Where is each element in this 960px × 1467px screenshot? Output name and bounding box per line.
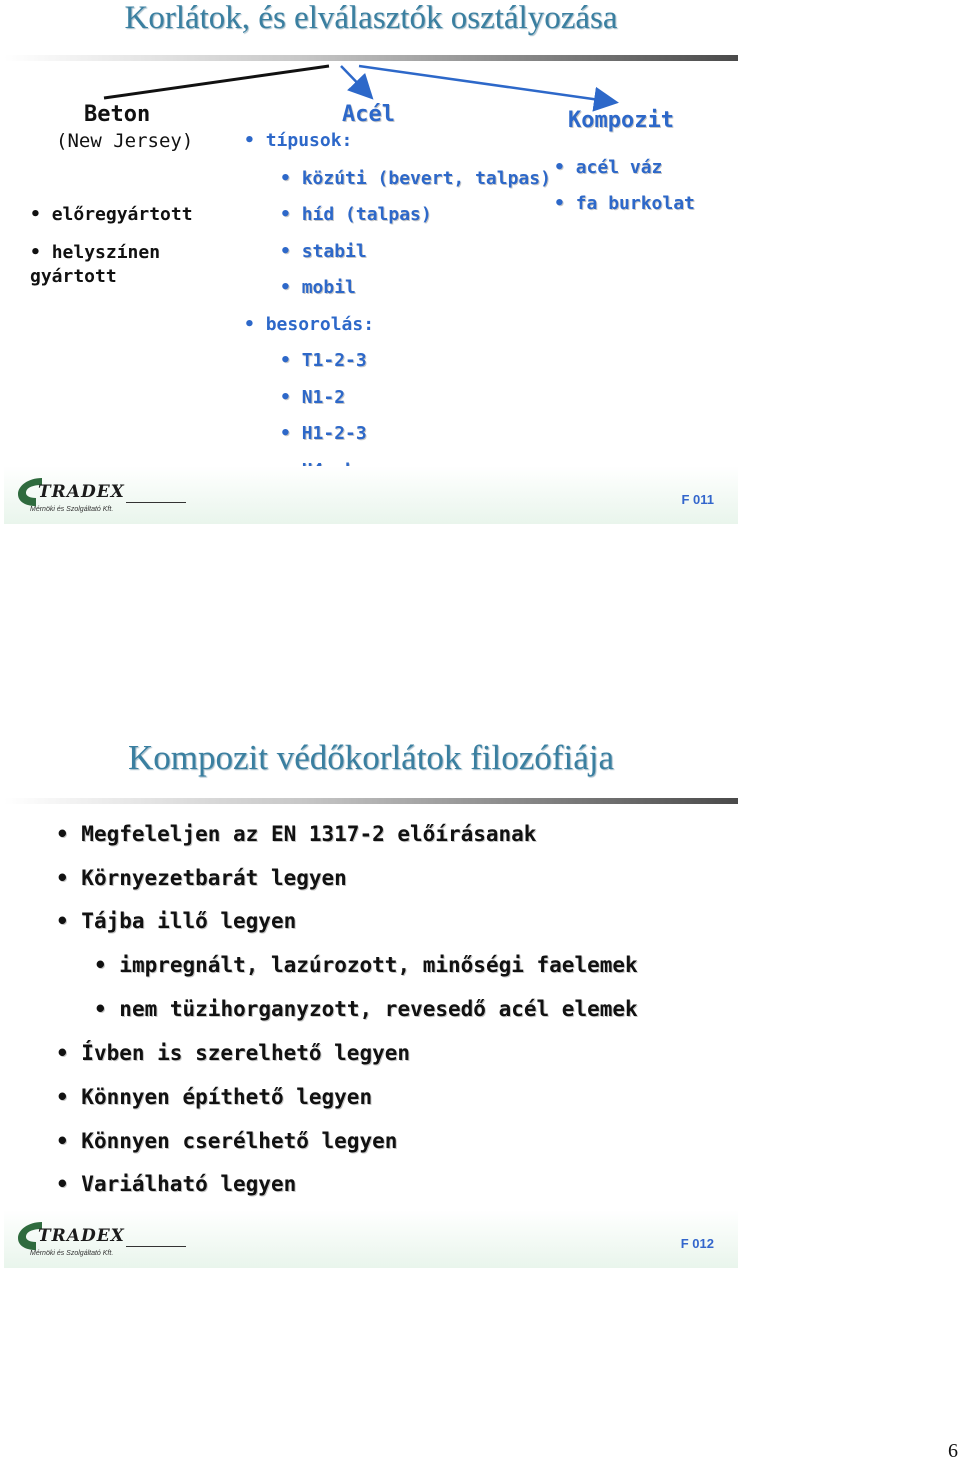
logo-subtitle: Mérnöki és Szolgáltató Kft.: [30, 1250, 114, 1257]
logo-underline: [126, 502, 186, 503]
requirement-curve: • Ívben is szerelhető legyen: [56, 1041, 410, 1065]
acel-types-label: • típusok:: [244, 130, 352, 151]
slide-code: F 011: [681, 492, 714, 507]
logo-wordmark: TRADEX: [38, 1226, 125, 1246]
acel-class-h: • H1-2-3: [280, 423, 367, 444]
sub-requirement-wood: • impregnált, lazúrozott, minőségi faelemek: [94, 953, 638, 977]
arrow-to-beton: [104, 66, 329, 98]
requirement-standard: • Megfeleljen az EN 1317-2 előírásanak: [56, 822, 536, 846]
title-divider: [4, 798, 738, 804]
kompozit-item-wood: • fa burkolat: [554, 193, 695, 214]
arrow-to-acel: [341, 66, 370, 96]
arrow-to-kompozit: [359, 66, 614, 102]
page-number: 6: [948, 1440, 958, 1462]
tradex-logo: [16, 476, 186, 518]
acel-type-kozuti: • közúti (bevert, talpas): [280, 168, 551, 189]
requirement-landscape: • Tájba illő legyen: [56, 909, 296, 933]
slide-footer: [4, 1210, 738, 1268]
acel-class-label: • besorolás:: [244, 314, 374, 335]
slide-1: [4, 0, 738, 524]
acel-type-mobil: • mobil: [280, 277, 356, 298]
sub-requirement-steel: • nem tüzihorganyzott, revesedő acél elemek: [94, 997, 638, 1021]
requirement-replace: • Könnyen cserélhető legyen: [56, 1129, 397, 1153]
logo-underline: [126, 1246, 186, 1247]
slide-code: F 012: [680, 1236, 714, 1251]
logo-wordmark: TRADEX: [38, 482, 125, 502]
requirement-variable: • Variálható legyen: [56, 1172, 296, 1196]
kompozit-heading: Kompozit: [568, 108, 674, 133]
acel-class-t: • T1-2-3: [280, 350, 367, 371]
logo-subtitle: Mérnöki és Szolgáltató Kft.: [30, 506, 114, 513]
beton-subheading: (New Jersey): [56, 130, 194, 152]
acel-class-n: • N1-2: [280, 387, 345, 408]
beton-heading: Beton: [84, 102, 151, 127]
beton-item-insitu-cont: gyártott: [30, 266, 117, 287]
slide-title: Kompozit védőkorlátok filozófiája: [128, 738, 614, 777]
requirement-build: • Könnyen építhető legyen: [56, 1085, 372, 1109]
slide-2: [4, 736, 738, 1268]
slide-title: Korlátok, és elválasztók osztályozása: [124, 0, 618, 36]
slide-footer: [4, 466, 738, 524]
acel-heading: Acél: [342, 102, 395, 127]
acel-type-stabil: • stabil: [280, 241, 367, 262]
beton-item-insitu: • helyszínen: [30, 242, 160, 263]
tradex-logo: [16, 1220, 186, 1262]
beton-item-precast: • előregyártott: [30, 204, 193, 225]
kompozit-item-steel: • acél váz: [554, 157, 662, 178]
acel-type-hid: • híd (talpas): [280, 204, 432, 225]
requirement-eco: • Környezetbarát legyen: [56, 866, 347, 890]
